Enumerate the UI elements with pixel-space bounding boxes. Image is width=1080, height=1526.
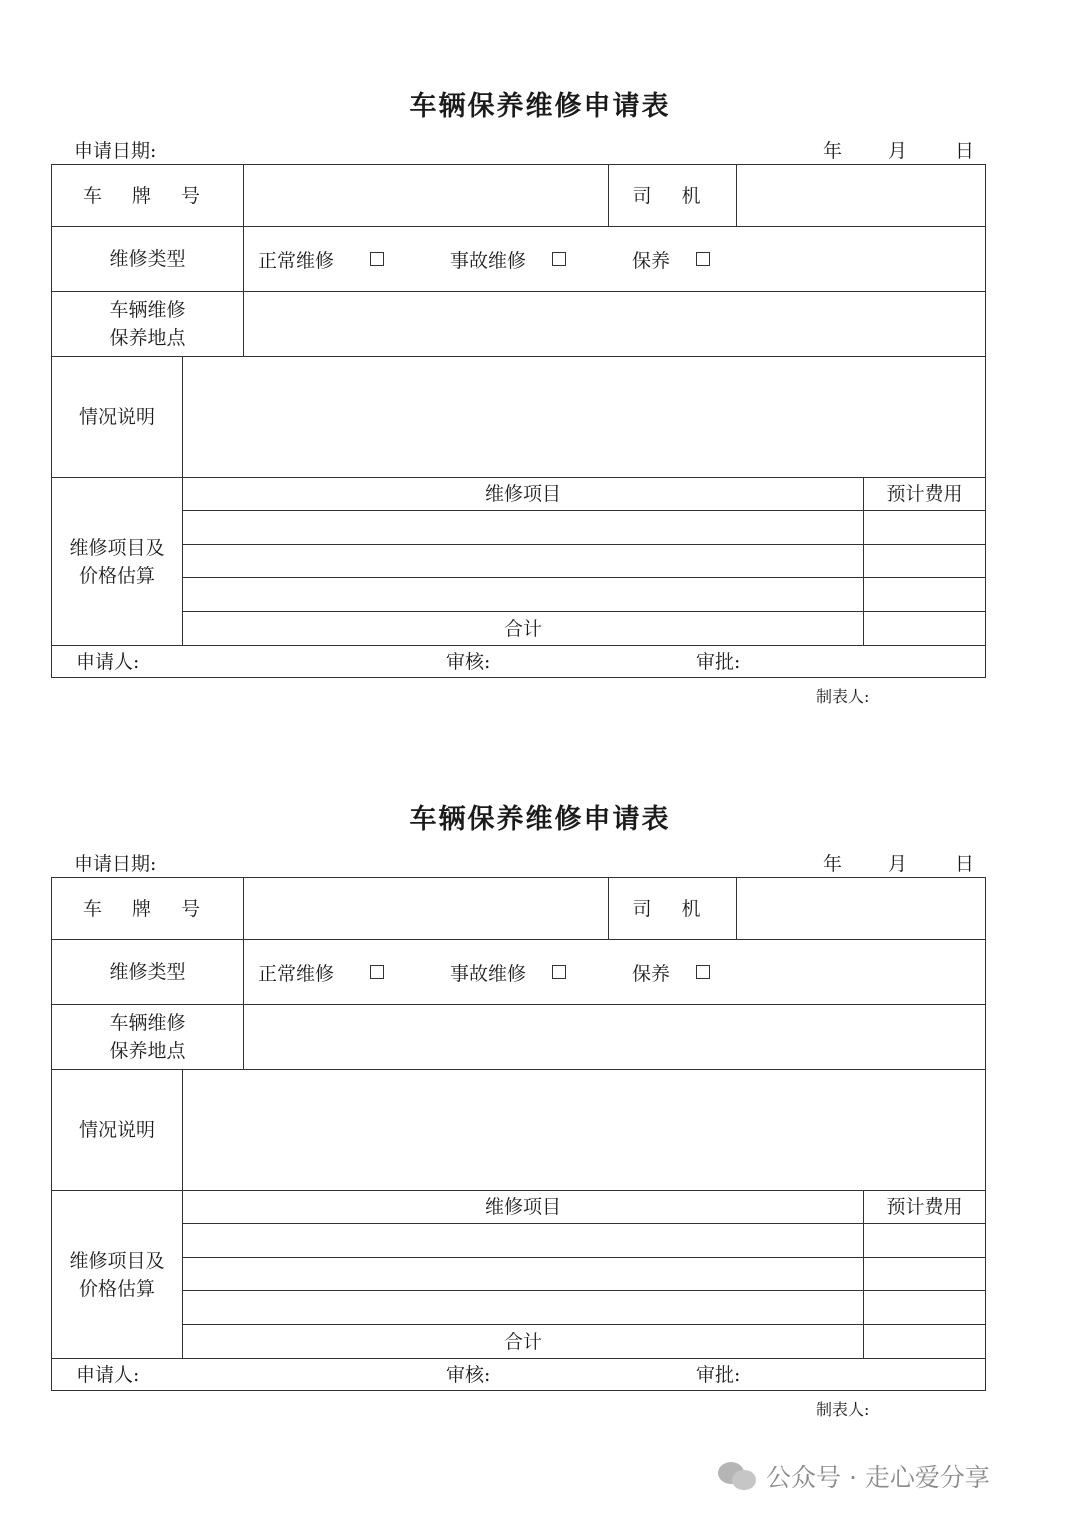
description-label: 情况说明 <box>78 1119 155 1141</box>
item-input[interactable] <box>183 578 863 611</box>
maker-label: 制表人: <box>816 1400 870 1419</box>
repair-type-options <box>244 227 985 291</box>
option-label: 保养 <box>632 249 671 272</box>
checkbox[interactable] <box>696 965 710 979</box>
date-month-label: 月 <box>888 853 908 875</box>
cost-input[interactable] <box>864 545 985 577</box>
plate-label <box>52 878 243 939</box>
option-label: 正常维修 <box>258 962 335 985</box>
checkbox[interactable] <box>370 252 384 266</box>
location-label <box>52 292 243 356</box>
form-2 <box>0 713 1080 1419</box>
repair-type-options <box>244 940 985 1004</box>
option-label: 保养 <box>632 962 671 985</box>
cost-input[interactable] <box>864 578 985 611</box>
item-input[interactable] <box>183 1291 863 1324</box>
cost-input[interactable] <box>864 511 985 544</box>
option-label: 正常维修 <box>258 249 335 272</box>
description-input[interactable] <box>183 1070 985 1190</box>
checkbox[interactable] <box>552 965 566 979</box>
date-day-label: 日 <box>955 140 975 162</box>
driver-input[interactable] <box>737 165 985 226</box>
option-maintenance[interactable] <box>632 940 710 1004</box>
driver-label-text: 司 机 <box>632 184 713 207</box>
option-label: 事故维修 <box>450 962 527 985</box>
option-accident-repair[interactable] <box>450 227 566 291</box>
plate-label-text: 车 牌 号 <box>82 184 213 207</box>
cost-input[interactable] <box>864 1258 985 1290</box>
date-label: 申请日期: <box>74 853 157 875</box>
location-input[interactable] <box>244 292 985 356</box>
driver-label-text: 司 机 <box>632 897 713 920</box>
cost-header: 预计费用 <box>886 1196 963 1218</box>
cost-header: 预计费用 <box>886 483 963 505</box>
total-label: 合计 <box>503 1330 542 1353</box>
date-day-label: 日 <box>955 853 975 875</box>
repair-type-label: 维修类型 <box>109 248 186 270</box>
items-header: 维修项目 <box>484 483 561 505</box>
application-table <box>51 877 986 1391</box>
form-title: 车辆保养维修申请表 <box>409 804 671 835</box>
option-normal-repair[interactable] <box>258 227 384 291</box>
date-label: 申请日期: <box>74 140 157 162</box>
watermark <box>718 1458 990 1494</box>
items-label-line2: 价格估算 <box>78 1277 155 1300</box>
form-1 <box>0 0 1080 706</box>
date-year-label: 年 <box>823 140 843 162</box>
item-input[interactable] <box>183 545 863 577</box>
form-title: 车辆保养维修申请表 <box>409 91 671 122</box>
items-header: 维修项目 <box>484 1196 561 1218</box>
maker-label: 制表人: <box>816 687 870 706</box>
total-input[interactable] <box>864 612 985 645</box>
driver-label <box>609 165 736 226</box>
date-month-label: 月 <box>888 140 908 162</box>
checkbox[interactable] <box>696 252 710 266</box>
description-label: 情况说明 <box>78 406 155 428</box>
plate-label <box>52 165 243 226</box>
driver-input[interactable] <box>737 878 985 939</box>
location-label-line1: 车辆维修 <box>109 299 186 321</box>
total-input[interactable] <box>864 1325 985 1358</box>
repair-type-label: 维修类型 <box>109 961 186 983</box>
description-input[interactable] <box>183 357 985 477</box>
applicant-label: 申请人: <box>76 1363 140 1386</box>
review-label: 审核: <box>446 1363 491 1386</box>
wechat-icon <box>718 1460 758 1492</box>
cost-input[interactable] <box>864 1291 985 1324</box>
location-label <box>52 1005 243 1069</box>
checkbox[interactable] <box>552 252 566 266</box>
driver-label <box>609 878 736 939</box>
plate-input[interactable] <box>244 165 608 226</box>
items-label <box>52 478 182 645</box>
approve-label: 审批: <box>696 650 741 673</box>
application-table <box>51 164 986 678</box>
approve-label: 审批: <box>696 1363 741 1386</box>
items-label <box>52 1191 182 1358</box>
location-label-line2: 保养地点 <box>109 327 186 349</box>
wechat-bubble-small <box>732 1470 756 1490</box>
checkbox[interactable] <box>370 965 384 979</box>
option-maintenance[interactable] <box>632 227 710 291</box>
location-label-line1: 车辆维修 <box>109 1012 186 1034</box>
option-normal-repair[interactable] <box>258 940 384 1004</box>
date-year-label: 年 <box>823 853 843 875</box>
cost-input[interactable] <box>864 1224 985 1257</box>
item-input[interactable] <box>183 511 863 544</box>
items-label-line2: 价格估算 <box>78 564 155 587</box>
review-label: 审核: <box>446 650 491 673</box>
plate-label-text: 车 牌 号 <box>82 897 213 920</box>
option-accident-repair[interactable] <box>450 940 566 1004</box>
item-input[interactable] <box>183 1258 863 1290</box>
option-label: 事故维修 <box>450 249 527 272</box>
applicant-label: 申请人: <box>76 650 140 673</box>
location-input[interactable] <box>244 1005 985 1069</box>
item-input[interactable] <box>183 1224 863 1257</box>
total-label: 合计 <box>503 617 542 640</box>
location-label-line2: 保养地点 <box>109 1040 186 1062</box>
items-label-line1: 维修项目及 <box>69 1249 165 1272</box>
items-label-line1: 维修项目及 <box>69 536 165 559</box>
watermark-text: 公众号 · 走心爱分享 <box>766 1463 990 1492</box>
plate-input[interactable] <box>244 878 608 939</box>
